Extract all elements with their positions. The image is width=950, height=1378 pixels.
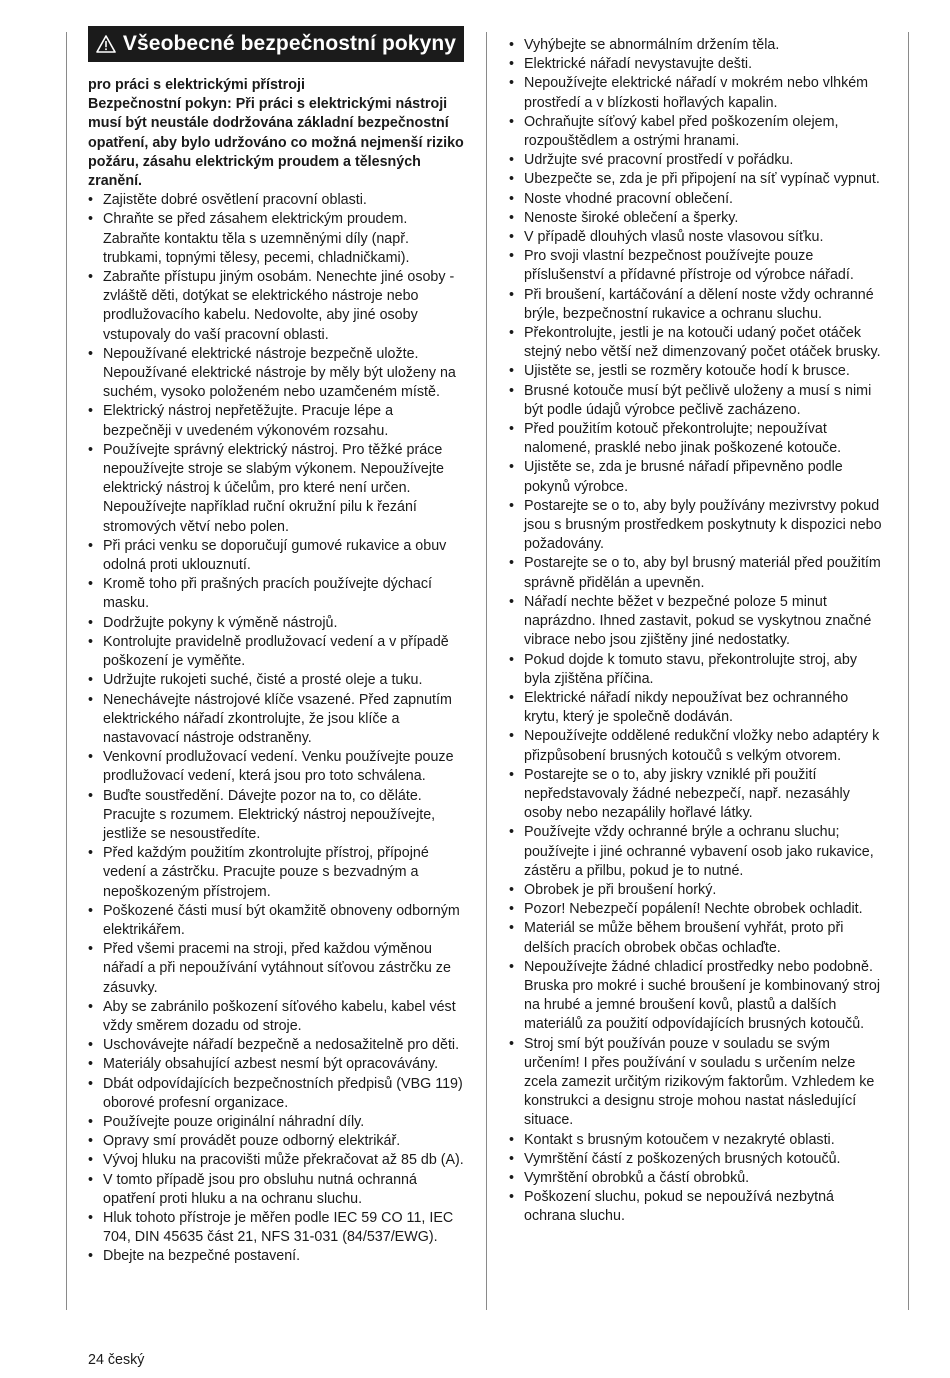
list-item: • Vývoj hluku na pracovišti může překračovat až 85 db (A). (88, 1151, 464, 1170)
right-column (509, 36, 887, 1227)
list-item: • Pro svoji vlastní bezpečnost používejte pouze příslušenství a přídavné přístroje od výrobce nářadí. (509, 247, 887, 285)
list-item: • Překontrolujte, jestli je na kotouči udaný počet otáček stejný nebo větší než dimenzovaný počet otáček brusky. (509, 324, 887, 362)
list-item: • Zajistěte dobré osvětlení pracovní oblasti. (88, 191, 464, 210)
list-item: • Udržujte rukojeti suché, čisté a prosté oleje a tuku. (88, 671, 464, 690)
list-item: • Nenechávejte nástrojové klíče vsazené. Před zapnutím elektrického nářadí zkontrolujte, že jsou klíče a nastavovací nástroje odstraněny. (88, 691, 464, 749)
list-item: • Materiál se může během broušení vyhřát, proto při delších pracích obrobek občas ochlaďte. (509, 919, 887, 957)
list-item: • Používejte pouze originální náhradní díly. (88, 1113, 464, 1132)
list-item: • Kontakt s brusným kotoučem v nezakryté oblasti. (509, 1131, 887, 1150)
list-item: • Pokud dojde k tomuto stavu, překontrolujte stroj, aby byla zjištěna příčina. (509, 651, 887, 689)
list-item: • Uschovávejte nářadí bezpečně a nedosažitelně pro děti. (88, 1036, 464, 1055)
list-item: • Postarejte se o to, aby jiskry vzniklé při použití nepředstavovaly žádné nebezpečí, např. nezasáhly osoby nebo nezapálily hořlavé látky. (509, 766, 887, 824)
list-item: • Používejte správný elektrický nástroj. Pro těžké práce nepoužívejte stroje se slabým výkonem. Nepoužívejte elektrický nástroj k účelům, pro které není určen. Nepoužívejte například ruční okružní pilu k řezání stromových větví nebo polen. (88, 441, 464, 537)
list-item: • Buďte soustředění. Dávejte pozor na to, co děláte. Pracujte s rozumem. Elektrický nástroj nepoužívejte, jestliže se nesoustředíte. (88, 787, 464, 845)
section-header (88, 26, 464, 62)
list-item: • Před každým použitím zkontrolujte přístroj, přípojné vedení a zástrčku. Pracujte pouze s bezvadným a nepoškozeným přístrojem. (88, 844, 464, 902)
list-item: • Nepoužívejte žádné chladicí prostředky nebo podobně. Bruska pro mokré i suché broušení je kombinovaný stroj na hrubé a jemné broušení kovů, plastů a dalších materiálů za použití odpovídajících brusných kotoučů. (509, 958, 887, 1035)
list-item: • Elektrické nářadí nevystavujte dešti. (509, 55, 887, 74)
list-item: • Nářadí nechte běžet v bezpečné poloze 5 minut naprázdno. Ihned zastavit, pokud se vyskytnou značné vibrace nebo jsou zjištěny jiné nedostatky. (509, 593, 887, 651)
left-column (88, 26, 464, 1267)
list-item: • Opravy smí provádět pouze odborný elektrikář. (88, 1132, 464, 1151)
intro-lead: Bezpečnostní pokyn: Při práci s elektrickými nástroji musí být neustále dodržována základní bezpečnostní opatření, aby bylo udržováno co možná nejmenší riziko požáru, zásahu elektrickým proudem a tělesných zranění. (88, 96, 464, 190)
list-item: • Hluk tohoto přístroje je měřen podle IEC 59 CO 11, IEC 704, DIN 45635 část 21, NFS 31-031 (84/537/EWG). (88, 1209, 464, 1247)
list-item: • V případě dlouhých vlasů noste vlasovou síťku. (509, 228, 887, 247)
intro-subtitle: pro práci s elektrickými přístroji (88, 77, 305, 93)
list-item: • Noste vhodné pracovní oblečení. (509, 190, 887, 209)
list-item: • Dbejte na bezpečné postavení. (88, 1247, 464, 1266)
list-item: • Při broušení, kartáčování a dělení noste vždy ochranné brýle, bezpečnostní rukavice a ochranu sluchu. (509, 286, 887, 324)
list-item: • Před použitím kotouč překontrolujte; nepoužívat nalomené, prasklé nebo jinak poškozené kotouče. (509, 420, 887, 458)
list-item: • Nepoužívané elektrické nástroje bezpečně uložte. Nepoužívané elektrické nástroje by měly být uloženy na suchém, vysoko položeném nebo uzamčeném místě. (88, 345, 464, 403)
list-item: • Ujistěte se, zda je brusné nářadí připevněno podle pokynů výrobce. (509, 458, 887, 496)
list-item: • Stroj smí být používán pouze v souladu se svým určením! I přes používání v souladu s určením nelze zcela zamezit určitým rizikovým faktorům. Vzhledem ke konstrukci a designu stroje mohou nastat následující situace. (509, 1035, 887, 1131)
intro-block (88, 76, 464, 191)
list-item: • Poškození sluchu, pokud se nepoužívá nezbytná ochrana sluchu. (509, 1188, 887, 1226)
list-item: • Obrobek je při broušení horký. (509, 881, 887, 900)
section-title: Všeobecné bezpečnostní pokyny (122, 32, 457, 56)
page-footer: 24 český (88, 1352, 145, 1368)
list-item: • Aby se zabránilo poškození síťového kabelu, kabel vést vždy směrem dozadu od stroje. (88, 998, 464, 1036)
list-item: • Před všemi pracemi na stroji, před každou výměnou nářadí a při nepoužívání vytáhnout síťovou zástrčku ze zásuvky. (88, 940, 464, 998)
list-item: • Venkovní prodlužovací vedení. Venku používejte pouze prodlužovací vedení, která jsou pro toto schválena. (88, 748, 464, 786)
list-item: • V tomto případě jsou pro obsluhu nutná ochranná opatření proti hluku a na ochranu sluchu. (88, 1171, 464, 1209)
list-item: • Vymrštění obrobků a částí obrobků. (509, 1169, 887, 1188)
column-rule-middle (486, 32, 487, 1310)
list-item: • Nepoužívejte elektrické nářadí v mokrém nebo vlhkém prostředí a v blízkosti hořlavých kapalin. (509, 74, 887, 112)
list-item: • Nenoste široké oblečení a šperky. (509, 209, 887, 228)
right-bullet-list (509, 36, 887, 1227)
list-item: • Chraňte se před zásahem elektrickým proudem. Zabraňte kontaktu těla s uzemněnými díly (např. trubkami, topnými tělesy, pecemi, chladničkami). (88, 210, 464, 268)
list-item: • Elektrické nářadí nikdy nepoužívat bez ochranného krytu, který je společně dodáván. (509, 689, 887, 727)
list-item: • Nepoužívejte oddělené redukční vložky nebo adaptéry k přizpůsobení brusných kotoučů s velkým otvorem. (509, 727, 887, 765)
list-item: • Dbát odpovídajících bezpečnostních předpisů (VBG 119) oborové profesní organizace. (88, 1075, 464, 1113)
list-item: • Poškozené části musí být okamžitě obnoveny odborným elektrikářem. (88, 902, 464, 940)
list-item: • Udržujte své pracovní prostředí v pořádku. (509, 151, 887, 170)
list-item: • Pozor! Nebezpečí popálení! Nechte obrobek ochladit. (509, 900, 887, 919)
warning-triangle-icon (96, 34, 116, 54)
list-item: • Ochraňujte síťový kabel před poškozením olejem, rozpouštědlem a ostrými hranami. (509, 113, 887, 151)
list-item: • Postarejte se o to, aby byly používány mezivrstvy pokud jsou s brusným prostředkem poskytnuty k dispozici nebo požadovány. (509, 497, 887, 555)
column-rule-right (908, 32, 909, 1310)
list-item: • Vyhýbejte se abnormálním držením těla. (509, 36, 887, 55)
list-item: • Dodržujte pokyny k výměně nástrojů. (88, 614, 464, 633)
list-item: • Brusné kotouče musí být pečlivě uloženy a musí s nimi být podle údajů výrobce pečlivě zacházeno. (509, 382, 887, 420)
list-item: • Používejte vždy ochranné brýle a ochranu sluchu; používejte i jiné ochranné vybavení osob jako rukavice, zástěru a přilbu, pokud je to nutné. (509, 823, 887, 881)
list-item: • Ubezpečte se, zda je při připojení na síť vypínač vypnut. (509, 170, 887, 189)
list-item: • Kromě toho při prašných pracích používejte dýchací masku. (88, 575, 464, 613)
list-item: • Zabraňte přístupu jiným osobám. Nenechte jiné osoby - zvláště děti, dotýkat se elektrického nástroje nebo prodlužovacího kabelu. Nedovolte, aby jiné osoby vstupovaly do vaší pracovní oblasti. (88, 268, 464, 345)
list-item: • Elektrický nástroj nepřetěžujte. Pracuje lépe a bezpečněji v uvedeném výkonovém rozsahu. (88, 402, 464, 440)
left-bullet-list (88, 191, 464, 1266)
column-rule-left (66, 32, 67, 1310)
list-item: • Ujistěte se, jestli se rozměry kotouče hodí k brusce. (509, 362, 887, 381)
list-item: • Vymrštění částí z poškozených brusných kotoučů. (509, 1150, 887, 1169)
list-item: • Postarejte se o to, aby byl brusný materiál před použitím správně přidělán a upevněn. (509, 554, 887, 592)
list-item: • Při práci venku se doporučují gumové rukavice a obuv odolná proti uklouznutí. (88, 537, 464, 575)
list-item: • Materiály obsahující azbest nesmí být opracovávány. (88, 1055, 464, 1074)
list-item: • Kontrolujte pravidelně prodlužovací vedení a v případě poškození je vyměňte. (88, 633, 464, 671)
